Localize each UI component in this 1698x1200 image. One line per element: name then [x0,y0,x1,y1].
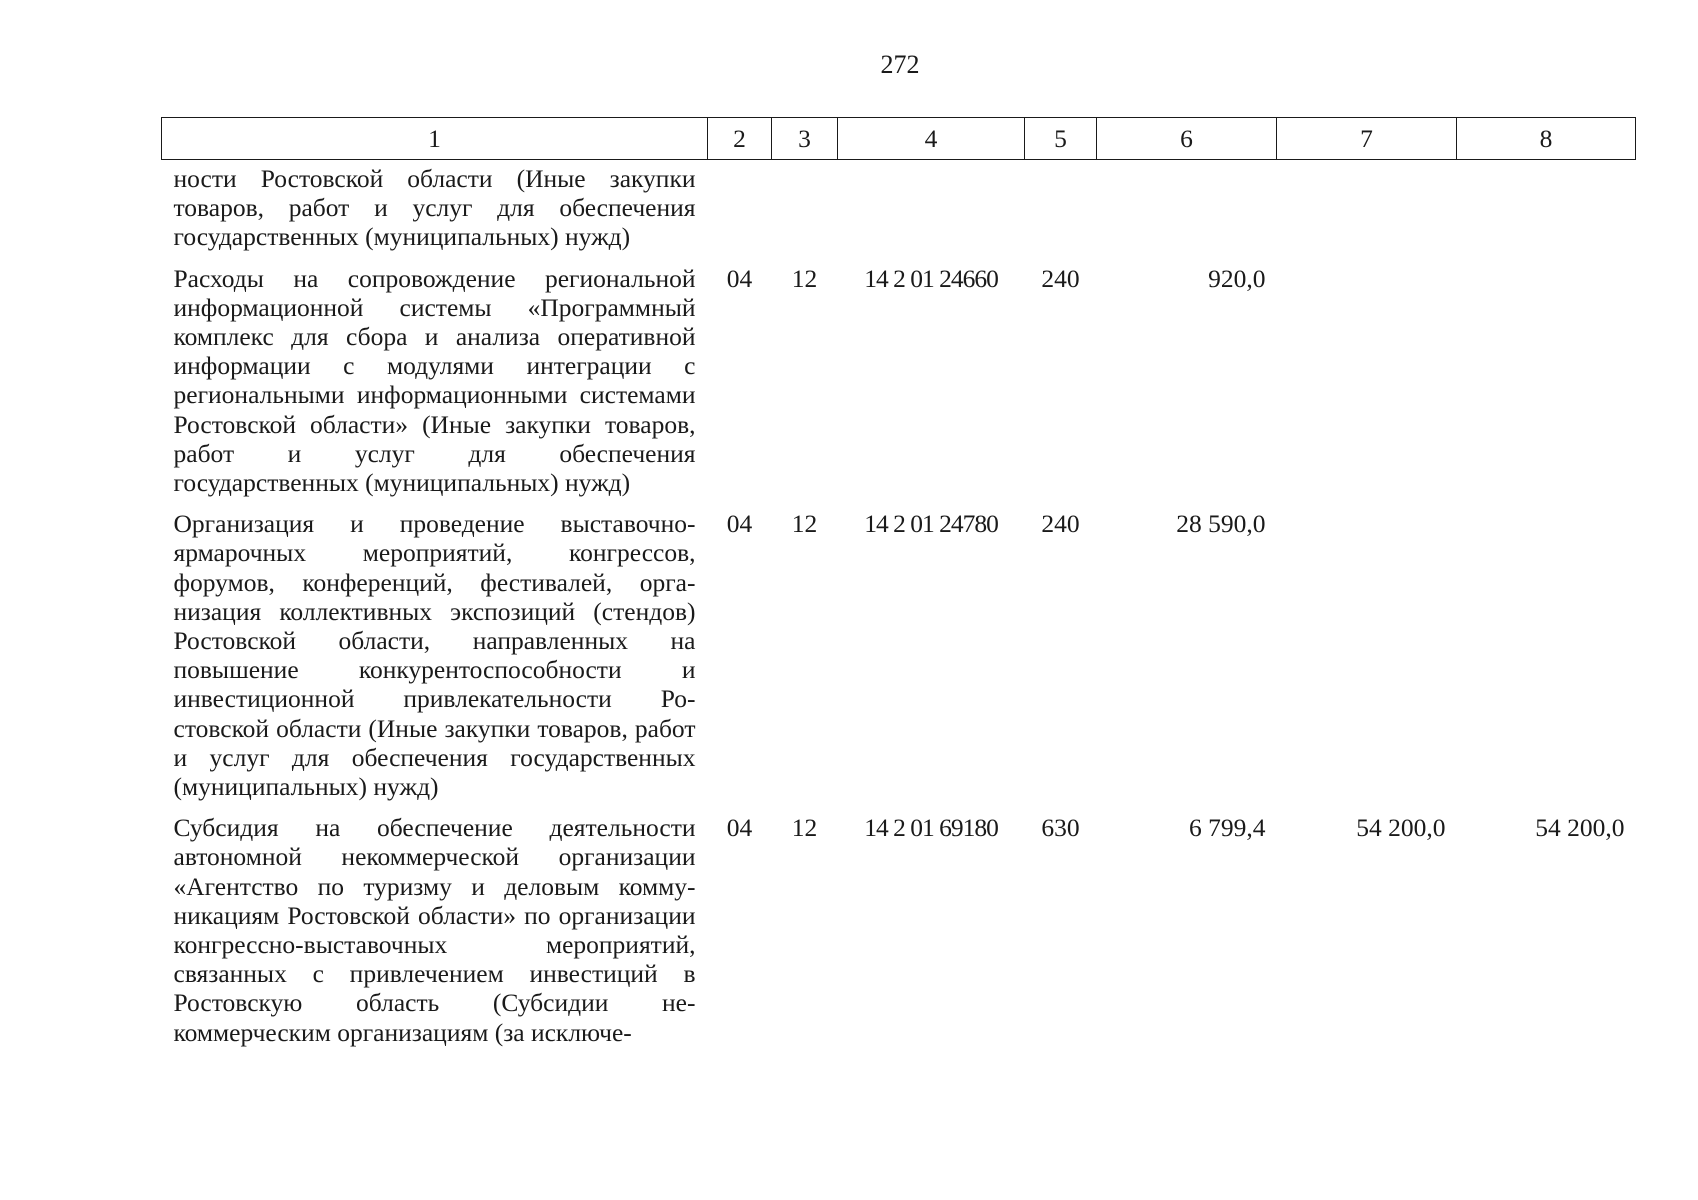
row-amount-col7 [1277,509,1457,813]
row-amount-col8 [1457,160,1636,264]
row-section: 04 [726,813,753,843]
table-row [162,264,1636,510]
header-row [162,118,1636,160]
row-amount-col8 [1457,264,1636,510]
row-subsection [772,160,838,264]
table-body [162,160,1636,1059]
row-amount-col6 [1097,160,1277,264]
row-expense-type: 240 [1041,263,1080,293]
budget-table [161,117,1636,1059]
row-section [708,160,772,264]
column-header-8: 8 [1457,118,1636,160]
row-target-code [838,160,1025,264]
row-subsection: 12 [791,509,818,539]
table-row [162,509,1636,813]
row-expense-type: 630 [1041,813,1080,843]
row-section: 04 [726,509,753,539]
page-number: 272 [880,50,920,79]
row-amount-col6: 920,0 [1208,263,1266,293]
row-amount-col7 [1277,160,1457,264]
row-description: ности Ростовской области (Иные закупки товаров, работ и услуг для обеспечения государственных (муниципальных) нужд) [173,164,696,252]
row-amount-col8 [1457,509,1636,813]
column-header-5: 5 [1025,118,1097,160]
row-amount-col7 [1277,264,1457,510]
row-subsection: 12 [791,813,818,843]
row-amount-col7: 54 200,0 [1356,813,1446,843]
row-amount-col6: 6 799,4 [1189,813,1266,843]
row-target-code: 14 2 01 69180 [864,813,998,843]
table-header [162,118,1636,160]
column-header-7: 7 [1277,118,1457,160]
row-amount-col6: 28 590,0 [1176,509,1266,539]
row-amount-col8: 54 200,0 [1535,813,1625,843]
row-target-code: 14 2 01 24780 [864,509,998,539]
column-header-2: 2 [708,118,772,160]
row-description: Организация и проведение выставочно-ярмарочных мероприятий, конгрессов, форумов, конференций, фестивалей, организация коллективных экспозиций (стендов) Ростовской области, направленных на повышение конкурентоспособности и инвестиционной привлекательности Ростовской области (Иные закупки товаров, работ и услуг для обеспечения государственных (муниципальных) нужд) [173,509,696,802]
row-expense-type: 240 [1041,509,1080,539]
column-header-6: 6 [1097,118,1277,160]
row-target-code: 14 2 01 24660 [864,263,998,293]
column-header-1: 1 [162,118,708,160]
row-section: 04 [726,263,753,293]
row-description: Субсидия на обеспечение деятельности автономной некоммерческой организации «Агентство по туризму и деловым коммуникациям Ростовской области» по организации конгрессно-выставочных мероприятий, связанных с привлечением инвестиций в Ростовскую область (Субсидии некоммерческим организациям (за исключе- [173,813,696,1047]
row-subsection: 12 [791,263,818,293]
column-header-4: 4 [838,118,1025,160]
row-expense-type [1025,160,1097,264]
row-description: Расходы на сопровождение региональной информационной системы «Программный комплекс для сбора и анализа оперативной информации с модулями интеграции с региональными информационными системами Ростовской области» (Иные закупки товаров, работ и услуг для обеспечения государственных (муниципальных) нужд) [173,263,696,498]
column-header-3: 3 [772,118,838,160]
table-row [162,813,1636,1059]
table-row [162,160,1636,264]
